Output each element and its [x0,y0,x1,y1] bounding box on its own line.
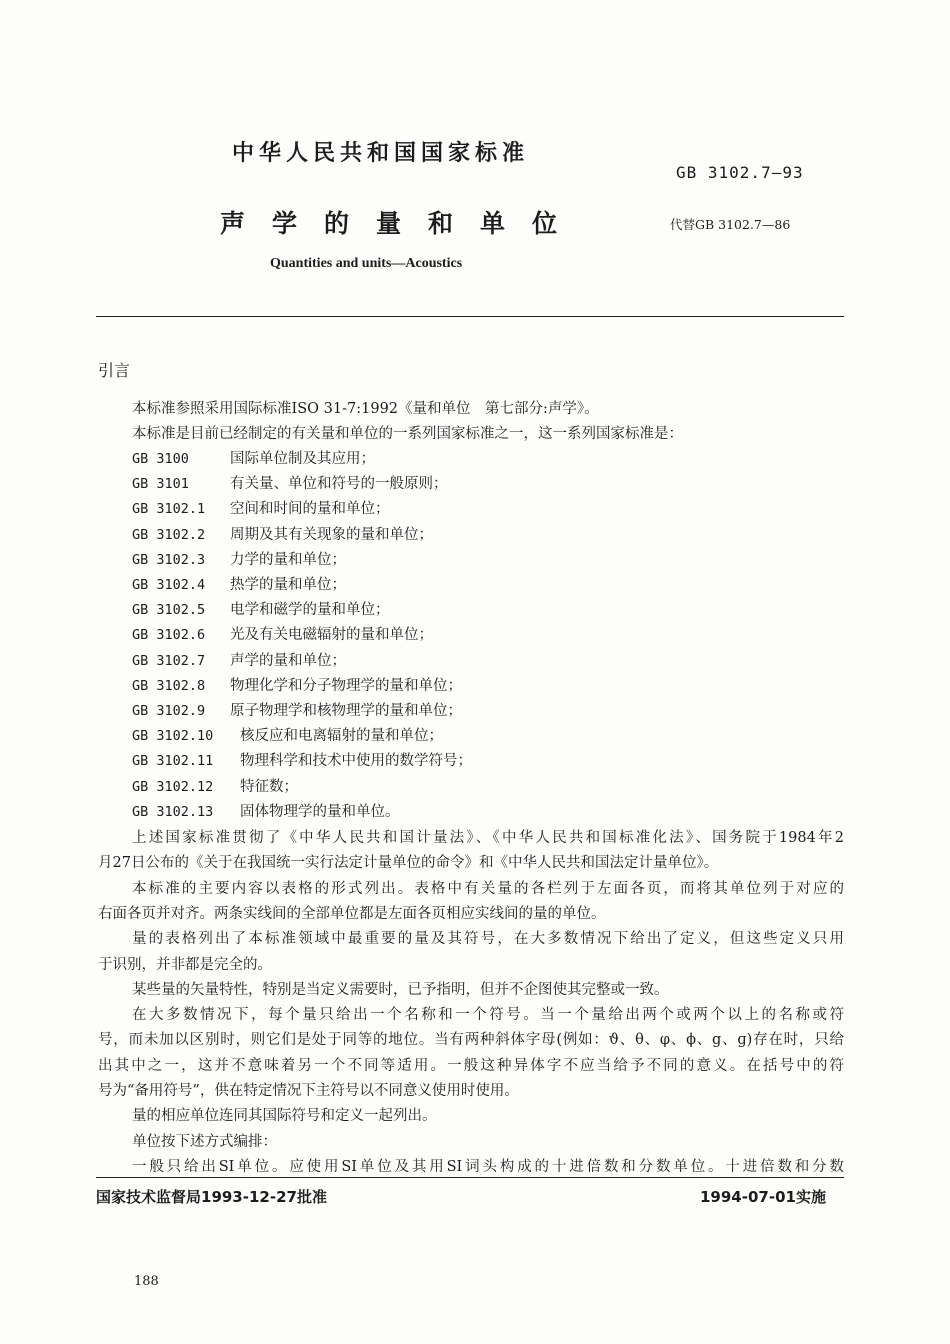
standard-number: GB 3102.7—93 [676,163,804,182]
paragraph-line: 量的相应单位连同其国际符号和定义一起列出。 [132,1108,437,1125]
standard-description: 特征数； [240,778,298,795]
standard-code: GB 3102.7 [132,652,206,669]
standards-list-item [132,447,375,468]
standard-code: GB 3102.11 [132,753,214,770]
intro-paragraph-2: 本标准是目前已经制定的有关量和单位的一系列国家标准之一，这一系列国家标准是： [132,426,683,442]
paragraph-line: 月27日公布的《关于在我国统一实行法定计量单位的命令》和《中华人民共和国法定计量单位》。 [98,855,719,872]
intro-paragraph-1: 本标准参照采用国际标准ISO 31-7:1992《量和单位 第七部分:声学》。 [132,401,599,417]
standard-code: GB 3102.6 [132,627,206,644]
standards-list-item [132,598,390,619]
footer-divider [96,1177,844,1178]
paragraph-line: 在大多数情况下，每个量只给出一个名称和一个符号。当一个量给出两个或两个以上的名称或符 [132,1007,844,1024]
standards-list-item [132,472,448,493]
standard-description: 力学的量和单位； [230,551,346,568]
paragraph-line: 出其中之一，这并不意味着另一个不同等适用。一般这种异体字不应当给予不同的意义。在括号中的符 [98,1057,844,1074]
paragraph-line: 号为“备用符号”，供在特定情况下主符号以不同意义使用时使用。 [98,1083,519,1099]
paragraph-line: 量的表格列出了本标准领域中最重要的量及其符号，在大多数情况下给出了定义，但这些定义只用 [132,931,844,948]
replaces-standard: 代替GB 3102.7—86 [670,217,791,232]
standards-list-item [132,775,298,796]
standard-code: GB 3101 [132,476,189,493]
standard-description: 固体物理学的量和单位。 [240,803,400,820]
page-number: 188 [134,1274,159,1289]
effective-date: 1994-07-01实施 [700,1188,826,1206]
standard-description: 物理科学和技术中使用的数学符号； [240,753,472,770]
standard-description: 声学的量和单位； [230,652,346,669]
standard-code: GB 3102.2 [132,526,206,543]
standard-code: GB 3102.1 [132,501,206,518]
standard-description: 电学和磁学的量和单位； [230,602,390,619]
paragraph-line: 右面各页并对齐。两条实线间的全部单位都是左面各页相应实线间的量的单位。 [98,905,606,922]
standards-list-item [132,573,346,594]
standard-description: 周期及其有关现象的量和单位； [230,526,433,543]
paragraph-line: 上述国家标准贯彻了《中华人民共和国计量法》、《中华人民共和国标准化法》、国务院于1984年2 [132,830,844,846]
paragraph-line: 某些量的矢量特性，特别是当定义需要时，已予指明，但并不企图使其完整或一致。 [132,981,669,998]
standard-code: GB 3102.12 [132,778,214,795]
standard-description: 原子物理学和核物理学的量和单位； [230,703,462,719]
standards-list-item [132,497,390,518]
standard-description: 热学的量和单位； [230,577,346,593]
standard-code: GB 3102.5 [132,602,206,619]
paragraph-line: 一般只给出SI单位。应使用SI单位及其用SI词头构成的十进倍数和分数单位。十进倍数和分数 [132,1158,844,1175]
standards-list-item [132,749,472,770]
national-standard-label: 中华人民共和国国家标准 [232,141,530,166]
standards-list-item [132,724,443,745]
standard-code: GB 3102.10 [132,728,214,745]
standard-code: GB 3102.8 [132,677,206,694]
standard-code: GB 3102.13 [132,803,214,820]
standard-code: GB 3102.9 [132,703,206,719]
standards-list-item [132,674,462,695]
standard-description: 空间和时间的量和单位； [230,501,390,518]
standard-description: 核反应和电离辐射的量和单位； [240,728,443,745]
standard-title-cn: 声学的量和单位 [220,209,585,238]
standards-list-item [132,548,346,569]
paragraph-line: 号，而未加以区别时，则它们是处于同等的地位。当有两种斜体字母(例如：ϑ、θ、φ、ϕ、g、ɡ)存在时，只给 [98,1032,844,1049]
standards-list-item [132,800,400,821]
standard-description: 国际单位制及其应用； [230,451,375,467]
standard-code: GB 3100 [132,451,189,467]
standard-description: 光及有关电磁辐射的量和单位； [230,627,433,644]
paragraph-line: 本标准的主要内容以表格的形式列出。表格中有关量的各栏列于左面各页，而将其单位列于对应的 [132,880,844,897]
standards-list-item [132,699,462,720]
standards-list-item [132,523,433,544]
standards-list-item [132,649,346,670]
standards-list-item [132,623,433,644]
section-heading-introduction: 引言 [98,361,131,380]
paragraph-line: 于识别，并非都是完全的。 [98,956,272,973]
paragraph-line: 单位按下述方式编排： [132,1133,277,1150]
standard-code: GB 3102.3 [132,551,206,568]
standard-title-en: Quantities and units—Acoustics [270,256,463,271]
header-divider [96,316,844,317]
standard-description: 有关量、单位和符号的一般原则； [230,476,448,493]
approval-statement: 国家技术监督局1993-12-27批准 [96,1188,327,1206]
standard-code: GB 3102.4 [132,577,206,593]
standard-description: 物理化学和分子物理学的量和单位； [230,677,462,694]
